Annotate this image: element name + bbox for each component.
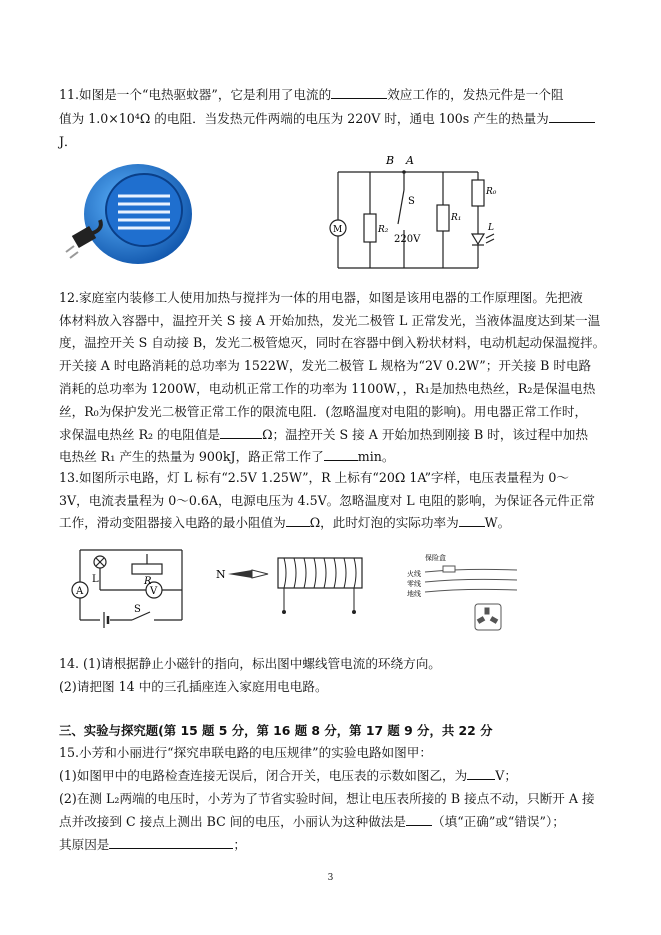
mosquito-repeller-image	[60, 160, 200, 280]
svg-text:B: B	[386, 154, 395, 167]
svg-text:R₀: R₀	[486, 187, 497, 197]
answer-blank	[220, 426, 262, 439]
svg-text:S: S	[408, 196, 415, 207]
section-title: 三、实验与探究题(第 15 题 5 分，第 16 题 8 分，第 17 题 9 分，共 22 分	[59, 723, 493, 738]
q15-line4: 点并改接到 C 接点上测出 BC 间的电压，小丽认为这种做法是 （填“正确”或“错误”）；	[59, 814, 565, 829]
svg-text:火线: 火线	[407, 570, 421, 578]
svg-text:M: M	[333, 225, 343, 235]
q11-line1: 11.如图是一个“电热驱蚊器”，它是利用了电流的 效应工作的，发热元件是一个阻	[59, 87, 564, 102]
q13-line2: 3V，电流表量程为 0～0.6A，电源电压为 4.5V。忽略温度对 L 电阻的影响，为保证各元件正常	[59, 493, 595, 508]
q12-line5: 消耗的总功率为 1200W，电动机正常工作的功率为 1100W，，R₁是加热电热丝，R₂是保温电热	[59, 381, 596, 396]
svg-text:N: N	[216, 568, 226, 581]
q14-line2: (2)请把图 14 中的三孔插座连入家庭用电电路。	[59, 679, 328, 694]
svg-text:A: A	[76, 586, 84, 597]
household-wiring-diagram	[405, 548, 520, 638]
q11-line3: J．	[59, 134, 77, 149]
svg-text:地线: 地线	[407, 590, 421, 598]
svg-text:零线: 零线	[407, 580, 421, 588]
page-number: 3	[327, 873, 334, 883]
svg-text:A: A	[406, 154, 414, 167]
answer-blank	[459, 514, 485, 527]
q15-line3: (2)在测 L₂两端的电压时，小芳为了节省实验时间，想让电压表所接的 B 接点不动，只断开 A 接	[59, 791, 595, 806]
answer-blank	[286, 514, 310, 527]
svg-text:L: L	[92, 574, 99, 585]
q12-line3: 度，温控开关 S 自动接 B，发光二极管熄灭，同时在容器中倒入粉状材料，电动机起动保温搅拌。	[59, 335, 606, 350]
q12-line1: 12.家庭室内装修工人使用加热与搅拌为一体的用电器，如图是该用电器的工作原理图。先把液	[59, 290, 583, 305]
svg-text:R₂: R₂	[378, 225, 389, 235]
answer-blank	[109, 836, 233, 849]
q14-line1: 14. (1)请根据静止小磁针的指向，标出图中螺线管电流的环绕方向。	[59, 656, 441, 671]
svg-text:R: R	[144, 576, 152, 587]
q12-line4: 开关接 A 时电路消耗的总功率为 1522W，发光二极管 L 规格为“2V 0.2W”；开关接 B 时电路	[59, 358, 592, 373]
svg-text:S: S	[134, 604, 141, 615]
answer-blank	[467, 767, 495, 780]
svg-text:R₁: R₁	[451, 213, 462, 223]
svg-text:220V: 220V	[394, 234, 421, 245]
q15-line5: 其原因是 ；	[59, 837, 246, 852]
q12-line7: 求保温电热丝 R₂ 的电阻值是 Ω；温控开关 S 接 A 开始加热到刚接 B 时，该过程中加热	[59, 427, 588, 442]
answer-blank	[324, 448, 358, 461]
heater-circuit-diagram	[308, 150, 508, 278]
answer-blank	[331, 86, 387, 99]
q11-line2: 值为 1.0×10⁴Ω 的电阻．当发热元件两端的电压为 220V 时，通电 100s 产生的热量为	[59, 110, 595, 128]
solenoid-diagram	[212, 550, 372, 620]
q15-line1: 15.小芳和小丽进行“探究串联电路的电压规律”的实验电路如图甲：	[59, 745, 432, 760]
answer-blank	[549, 110, 595, 123]
svg-text:保险盒: 保险盒	[425, 554, 446, 562]
lamp-rheostat-circuit	[62, 540, 192, 630]
q12-line2: 体材料放入容器中，温控开关 S 接 A 开始加热，发光二极管 L 正常发光，当液体温度达到某一温	[59, 313, 601, 328]
svg-text:L: L	[488, 223, 494, 233]
q15-line2: (1)如图甲中的电路检查连接无误后，闭合开关，电压表的示数如图乙，为 V；	[59, 768, 517, 783]
q13-line1: 13.如图所示电路，灯 L 标有“2.5V 1.25W”，R 上标有“20Ω 1A”字样，电压表量程为 0～	[59, 470, 569, 485]
answer-blank	[406, 813, 432, 826]
q13-line3: 工作，滑动变阻器接入电路的最小阻值为 Ω，此时灯泡的实际功率为 W。	[59, 515, 511, 530]
svg-text:V: V	[150, 586, 158, 597]
q12-line8: 电热丝 R₁ 产生的热量为 900kJ，路正常工作了 min。	[59, 449, 395, 464]
q12-line6: 丝，R₀为保护发光二极管正常工作的限流电阻．(忽略温度对电阻的影响)。用电器正常工作时，	[59, 404, 588, 419]
